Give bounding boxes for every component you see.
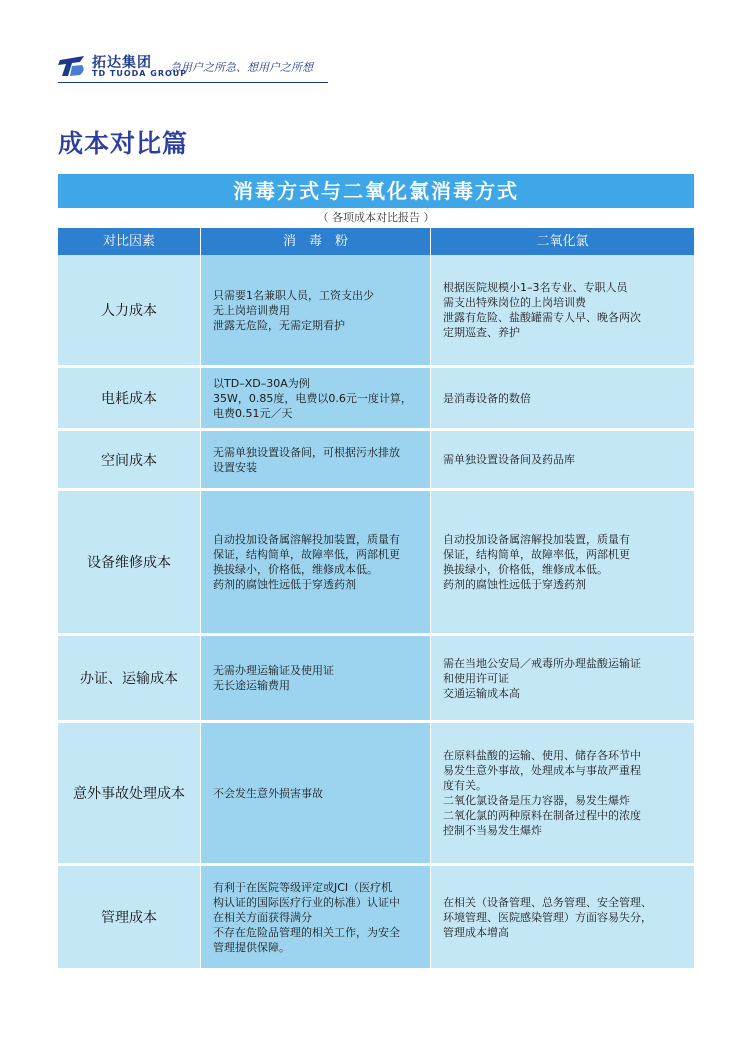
- powder-cell: [201, 491, 430, 633]
- chlorine-cell-line: 和使用许可证: [443, 671, 509, 685]
- table-row: [58, 491, 694, 633]
- chlorine-cell-line: 二氧化氯设备是压力容器，易发生爆炸: [443, 794, 630, 807]
- powder-cell-line: 不存在危险品管理的相关工作，为安全: [213, 925, 400, 939]
- powder-cell-line: 有利于在医院等级评定或JCI（医疗机: [213, 880, 393, 894]
- brand-name-cn: 拓达集团: [92, 55, 152, 71]
- header-divider: [58, 82, 328, 83]
- chlorine-cell-line: 环境管理、医院感染管理）方面容易失分，: [443, 910, 652, 924]
- chlorine-cell-line: 泄露有危险、盐酸罐需专人早、晚各两次: [443, 311, 641, 324]
- table-row: [58, 431, 694, 488]
- row-factor-label: 空间成本: [58, 431, 200, 488]
- powder-cell-line: 只需要1名兼职人员，工资支出少: [213, 288, 374, 302]
- chlorine-cell-line: 需支出特殊岗位的上岗培训费: [443, 296, 586, 309]
- chlorine-cell-line: 换拔绿小，价格低，维修成本低。: [443, 563, 608, 576]
- brand-slogan: 急用户之所急、想用户之所想: [170, 61, 313, 74]
- header-chlorine: 二氧化氯: [431, 228, 694, 255]
- tuoda-logo-icon: [58, 54, 88, 78]
- table-row: [58, 636, 694, 720]
- row-factor-label: 电耗成本: [58, 368, 200, 428]
- table-row: [58, 723, 694, 863]
- chlorine-cell-line: 度有关。: [443, 779, 487, 792]
- chlorine-cell-line: 保证，结构简单，故障率低，两部机更: [443, 548, 630, 561]
- powder-cell-line: 35W，0.85度，电费以0.6元一度计算，: [213, 391, 412, 405]
- chlorine-cell-line: 自动投加设备属溶解投加装置，质量有: [443, 533, 630, 546]
- powder-cell-line: 自动投加设备属溶解投加装置，质量有: [213, 533, 400, 546]
- chlorine-cell-line: 二氧化氯的两种原料在制备过程中的浓度: [443, 809, 641, 822]
- powder-cell-line: 构认证的国际医疗行业的标准）认证中: [213, 895, 400, 909]
- chlorine-cell: [431, 636, 694, 720]
- page-header: [58, 52, 698, 82]
- powder-cell-line: 设置安装: [213, 460, 257, 474]
- chlorine-cell-line: 定期巡查、养护: [443, 326, 520, 339]
- powder-cell-line: 无长途运输费用: [213, 679, 290, 692]
- chlorine-cell: [431, 431, 694, 488]
- chlorine-cell-line: 是消毒设备的数倍: [443, 391, 531, 405]
- chlorine-cell-line: 易发生意外事故，处理成本与事故严重程: [443, 764, 641, 777]
- row-factor-label: 意外事故处理成本: [58, 723, 200, 863]
- chlorine-cell-line: 控制不当易发生爆炸: [443, 824, 542, 837]
- chlorine-cell-line: 需单独设置设备间及药品库: [443, 453, 575, 466]
- chlorine-cell-line: 管理成本增高: [443, 925, 509, 939]
- table-row: [58, 368, 694, 428]
- page-title: 成本对比篇: [58, 129, 189, 158]
- chlorine-cell: [431, 723, 694, 863]
- chlorine-cell: [431, 491, 694, 633]
- table-row: [58, 255, 694, 365]
- table-banner-title: 消毒方式与二氧化氯消毒方式: [58, 174, 694, 208]
- header-powder: 消 毒 粉: [201, 228, 430, 255]
- powder-cell: [201, 723, 430, 863]
- powder-cell-line: 泄露无危险，无需定期看护: [213, 318, 345, 332]
- powder-cell-line: 不会发生意外损害事故: [213, 786, 323, 800]
- chlorine-cell: [431, 866, 694, 968]
- chlorine-cell: [431, 255, 694, 365]
- powder-cell: [201, 255, 430, 365]
- table-row: [58, 866, 694, 968]
- powder-cell: [201, 866, 430, 968]
- powder-cell-line: 换拔绿小，价格低，维修成本低。: [213, 563, 378, 576]
- powder-cell: [201, 368, 430, 428]
- powder-cell-line: 药剂的腐蚀性远低于穿透药剂: [213, 578, 356, 591]
- chlorine-cell: [431, 368, 694, 428]
- row-factor-label: 办证、运输成本: [58, 636, 200, 720]
- powder-cell-line: 无需单独设置设备间，可根据污水排放: [213, 445, 400, 459]
- table-header-row: [58, 228, 694, 255]
- powder-cell-line: 无上岗培训费用: [213, 303, 290, 317]
- row-factor-label: 人力成本: [58, 255, 200, 365]
- brand-name-en: TD TUODA GROUP: [92, 69, 188, 78]
- chlorine-cell-line: 需在当地公安局／戒毒所办理盐酸运输证: [443, 656, 641, 670]
- chlorine-cell-line: 在原料盐酸的运输、使用、储存各环节中: [443, 749, 641, 762]
- powder-cell: [201, 636, 430, 720]
- chlorine-cell-line: 交通运输成本高: [443, 686, 520, 700]
- chlorine-cell-line: 在相关（设备管理、总务管理、安全管理、: [443, 895, 652, 909]
- powder-cell-line: 管理提供保障。: [213, 940, 290, 954]
- header-factor: 对比因素: [58, 228, 200, 255]
- chlorine-cell-line: 药剂的腐蚀性远低于穿透药剂: [443, 578, 586, 591]
- powder-cell-line: 以TD–XD–30A为例: [213, 376, 310, 390]
- powder-cell-line: 电费0.51元／天: [213, 406, 293, 420]
- row-factor-label: 设备维修成本: [58, 491, 200, 633]
- chlorine-cell-line: 根据医院规模小1–3名专业、专职人员: [443, 281, 628, 294]
- powder-cell-line: 在相关方面获得满分: [213, 910, 312, 924]
- powder-cell-line: 保证，结构简单，故障率低，两部机更: [213, 548, 400, 561]
- powder-cell-line: 无需办理运输证及使用证: [213, 664, 334, 677]
- cost-comparison-table: [58, 228, 694, 1000]
- row-factor-label: 管理成本: [58, 866, 200, 968]
- powder-cell: [201, 431, 430, 488]
- table-subtitle: （ 各项成本对比报告 ）: [317, 211, 435, 224]
